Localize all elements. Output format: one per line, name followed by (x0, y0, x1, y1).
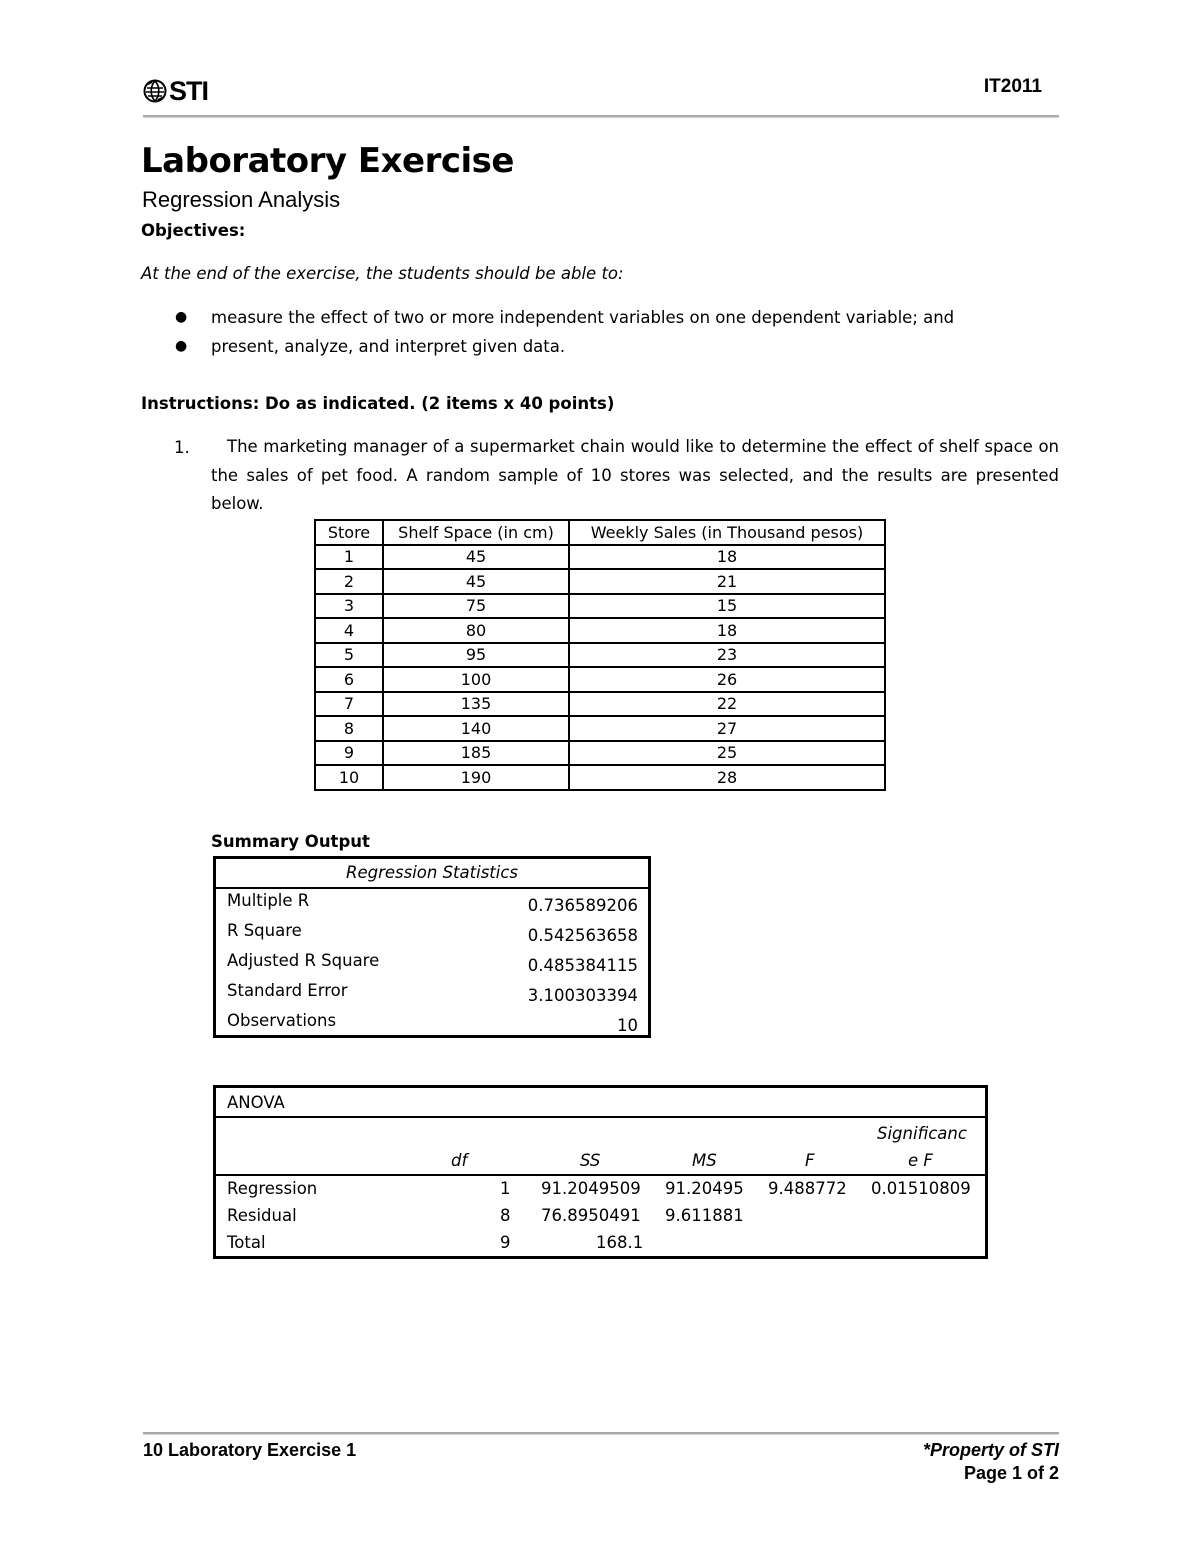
table-cell: 6 (315, 667, 383, 692)
objective-item: measure the effect of two or more independent variables on one dependent variable; and (211, 308, 955, 327)
anova-row (216, 1203, 985, 1230)
anova-df: 1 (500, 1179, 511, 1198)
regression-statistics-table (213, 856, 651, 1038)
table-cell: 5 (315, 643, 383, 668)
anova-row (216, 1176, 985, 1203)
table-cell: 18 (569, 618, 885, 643)
table-row (315, 594, 885, 619)
table-row (315, 618, 885, 643)
globe-icon (143, 79, 167, 103)
anova-ss: 91.2049509 (541, 1179, 641, 1198)
table-cell: 18 (569, 545, 885, 570)
table-row (315, 765, 885, 790)
table-cell: 75 (383, 594, 569, 619)
table-cell: 185 (383, 741, 569, 766)
table-cell: 7 (315, 692, 383, 717)
footer-left: 10 Laboratory Exercise 1 (143, 1440, 357, 1460)
anova-ms: 91.20495 (665, 1179, 744, 1198)
anova-row (216, 1230, 985, 1257)
sti-logo (143, 74, 208, 108)
anova-row-label: Regression (227, 1179, 318, 1198)
stat-label: R Square (227, 921, 302, 940)
bullet-icon: ● (175, 309, 188, 325)
stat-label: Observations (227, 1011, 337, 1030)
anova-df: 9 (500, 1233, 511, 1252)
footer-property: *Property of STI (922, 1440, 1059, 1460)
table-cell: 2 (315, 569, 383, 594)
instructions: Instructions: Do as indicated. (2 items x 40 points) (141, 394, 615, 413)
anova-ss: 168.1 (596, 1233, 644, 1252)
table-cell: 100 (383, 667, 569, 692)
stat-value: 0.542563658 (527, 926, 638, 945)
table-row (315, 716, 885, 741)
table-cell: 10 (315, 765, 383, 790)
doc-code: IT2011 (983, 76, 1042, 97)
table-row (315, 741, 885, 766)
anova-header-ss: SS (580, 1151, 601, 1170)
footer-page-number: Page 1 of 2 (963, 1463, 1059, 1483)
table-cell: 1 (315, 545, 383, 570)
table-cell: 25 (569, 741, 885, 766)
anova-header-row (216, 1118, 985, 1176)
anova-sig: 0.01510809 (871, 1179, 971, 1198)
table-header-row (315, 520, 885, 545)
table-cell: 135 (383, 692, 569, 717)
objective-item: present, analyze, and interpret given data. (211, 337, 566, 356)
table-cell: 26 (569, 667, 885, 692)
stat-value: 0.485384115 (527, 956, 638, 975)
stat-row (216, 889, 648, 919)
objectives-intro: At the end of the exercise, the students should be able to: (141, 264, 624, 283)
stat-label: Standard Error (227, 981, 348, 1000)
table-row (315, 692, 885, 717)
stat-value: 10 (617, 1016, 638, 1035)
table-cell: 15 (569, 594, 885, 619)
objectives-heading: Objectives: (141, 221, 246, 240)
table-cell: 23 (569, 643, 885, 668)
anova-header-sig-line1: Significanc (877, 1124, 967, 1143)
anova-ss: 76.8950491 (541, 1206, 641, 1225)
column-header: Store (315, 520, 383, 545)
column-header: Weekly Sales (in Thousand pesos) (569, 520, 885, 545)
question-number: 1. (174, 438, 190, 457)
anova-df: 8 (500, 1206, 511, 1225)
table-cell: 8 (315, 716, 383, 741)
table-row (315, 545, 885, 570)
table-cell: 45 (383, 545, 569, 570)
table-cell: 95 (383, 643, 569, 668)
page-title: Laboratory Exercise (141, 141, 514, 181)
anova-header-df: df (451, 1151, 468, 1170)
table-cell: 21 (569, 569, 885, 594)
question-text: The marketing manager of a supermarket chain would like to determine the effect of shelf space on the sales of pet food. A random sample of 10 stores was selected, and the results are presented below. (211, 437, 1059, 513)
logo-text: STI (169, 75, 209, 106)
stat-row (216, 979, 648, 1009)
column-header: Shelf Space (in cm) (383, 520, 569, 545)
table-cell: 190 (383, 765, 569, 790)
stat-value: 3.100303394 (527, 986, 638, 1005)
bullet-icon: ● (175, 338, 188, 354)
summary-heading: Summary Output (211, 832, 370, 851)
anova-table (213, 1085, 988, 1259)
table-cell: 4 (315, 618, 383, 643)
header-rule (143, 115, 1059, 117)
stat-row (216, 949, 648, 979)
anova-ms: 9.611881 (665, 1206, 744, 1225)
table-row (315, 643, 885, 668)
anova-f: 9.488772 (768, 1179, 847, 1198)
table-cell: 9 (315, 741, 383, 766)
anova-row-label: Total (227, 1233, 266, 1252)
data-table (314, 519, 886, 791)
stat-label: Multiple R (227, 891, 310, 910)
table-cell: 45 (383, 569, 569, 594)
table-row (315, 667, 885, 692)
anova-row-label: Residual (227, 1206, 297, 1225)
anova-header-sig-line2: e F (908, 1151, 933, 1170)
anova-title: ANOVA (216, 1088, 985, 1118)
table-cell: 3 (315, 594, 383, 619)
table-cell: 22 (569, 692, 885, 717)
anova-header-f: F (805, 1151, 815, 1170)
stat-row (216, 919, 648, 949)
anova-header-ms: MS (692, 1151, 717, 1170)
table-cell: 80 (383, 618, 569, 643)
table-row (315, 569, 885, 594)
stat-label: Adjusted R Square (227, 951, 380, 970)
stat-value: 0.736589206 (527, 896, 638, 915)
table-cell: 140 (383, 716, 569, 741)
page-subtitle: Regression Analysis (142, 187, 341, 212)
regression-statistics-title: Regression Statistics (216, 859, 648, 889)
table-cell: 28 (569, 765, 885, 790)
stat-row (216, 1009, 648, 1039)
footer-rule (143, 1432, 1059, 1434)
table-cell: 27 (569, 716, 885, 741)
